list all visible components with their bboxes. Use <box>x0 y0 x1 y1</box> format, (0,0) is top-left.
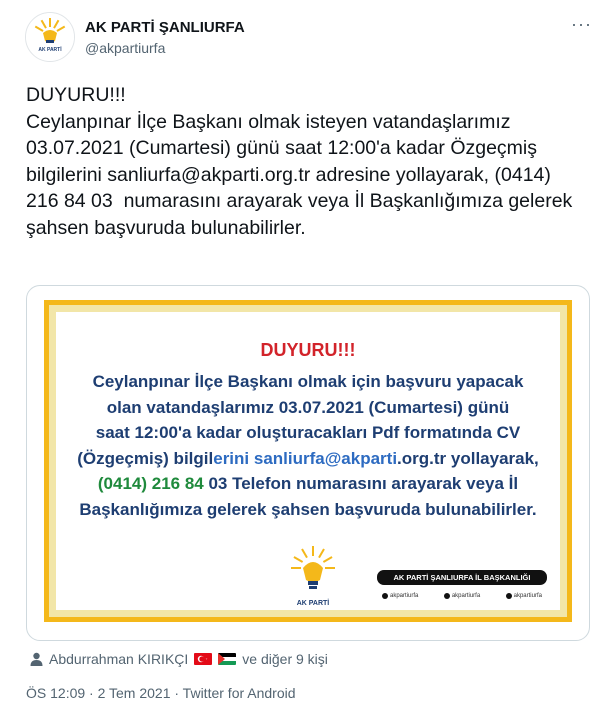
avatar[interactable] <box>25 12 75 62</box>
poster-line: Başkanlığımıza gelerek şahsen başvuruda bulunabilirler. <box>79 499 537 519</box>
ak-parti-bulb-icon <box>288 544 338 600</box>
twitter-icon <box>382 593 388 599</box>
account-handle[interactable]: @akpartiurfa <box>85 40 166 56</box>
tagged-user-name[interactable]: Abdurrahman KIRIKÇI <box>49 651 189 667</box>
social-item: akpartiurfa <box>506 593 542 599</box>
poster-title: DUYURU!!! <box>260 340 356 360</box>
account-name[interactable]: AK PARTİ ŞANLIURFA <box>85 19 245 36</box>
poster-line: olan vatandaşlarımız 03.07.2021 (Cumartesi) günü <box>106 397 510 417</box>
palestine-flag-icon <box>218 653 236 665</box>
social-item: akpartiurfa <box>382 593 418 599</box>
svg-text:AK PARTİ: AK PARTİ <box>38 47 62 53</box>
logo-label: AK PARTİ <box>296 600 330 607</box>
poster-banner: AK PARTİ ŞANLIURFA İL BAŞKANLIĞI <box>377 570 547 585</box>
social-item: akpartiurfa <box>444 593 480 599</box>
more-options-icon[interactable]: ··· <box>571 14 592 34</box>
poster-line: (Özgeçmiş) bilgilerini sanliurfa@akparti.org.tr yollayarak, <box>77 448 539 468</box>
tweet-meta[interactable]: ÖS 12:09 · 2 Tem 2021 · Twitter for Android <box>26 685 296 701</box>
instagram-icon <box>506 593 512 599</box>
poster-line: Ceylanpınar İlçe Başkanı olmak için başvuru yapacak <box>92 372 524 391</box>
poster-line: (0414) 216 84 03 Telefon numarasını arayarak veya İl <box>97 474 519 493</box>
tagged-others[interactable]: ve diğer 9 kişi <box>242 651 328 667</box>
poster-socials <box>382 593 542 599</box>
announcement-poster <box>44 300 572 622</box>
user-icon <box>30 652 43 666</box>
poster-content <box>56 312 560 610</box>
tweet-text: DUYURU!!! Ceylanpınar İlçe Başkanı olmak isteyen vatandaşlarımız 03.07.2021 (Cumartesi) günü saat 12:00'a kadar Özgeçmiş bilgilerini sanliurfa@akparti.org.tr adresine yollayarak, (0414) 216 84 03 numarasını arayarak veya İl Başkanlığımıza gelerek şahsen başvuruda bulunabilirler. <box>26 84 573 239</box>
tweet-header <box>25 12 592 62</box>
tagged-users[interactable] <box>30 649 328 669</box>
tweet-media[interactable] <box>26 285 590 641</box>
poster-line: saat 12:00'a kadar oluşturacakları Pdf formatında CV <box>95 423 521 442</box>
facebook-icon <box>444 593 450 599</box>
poster-body <box>70 369 546 522</box>
ak-parti-logo-icon <box>26 13 74 61</box>
turkey-flag-icon <box>194 653 212 665</box>
